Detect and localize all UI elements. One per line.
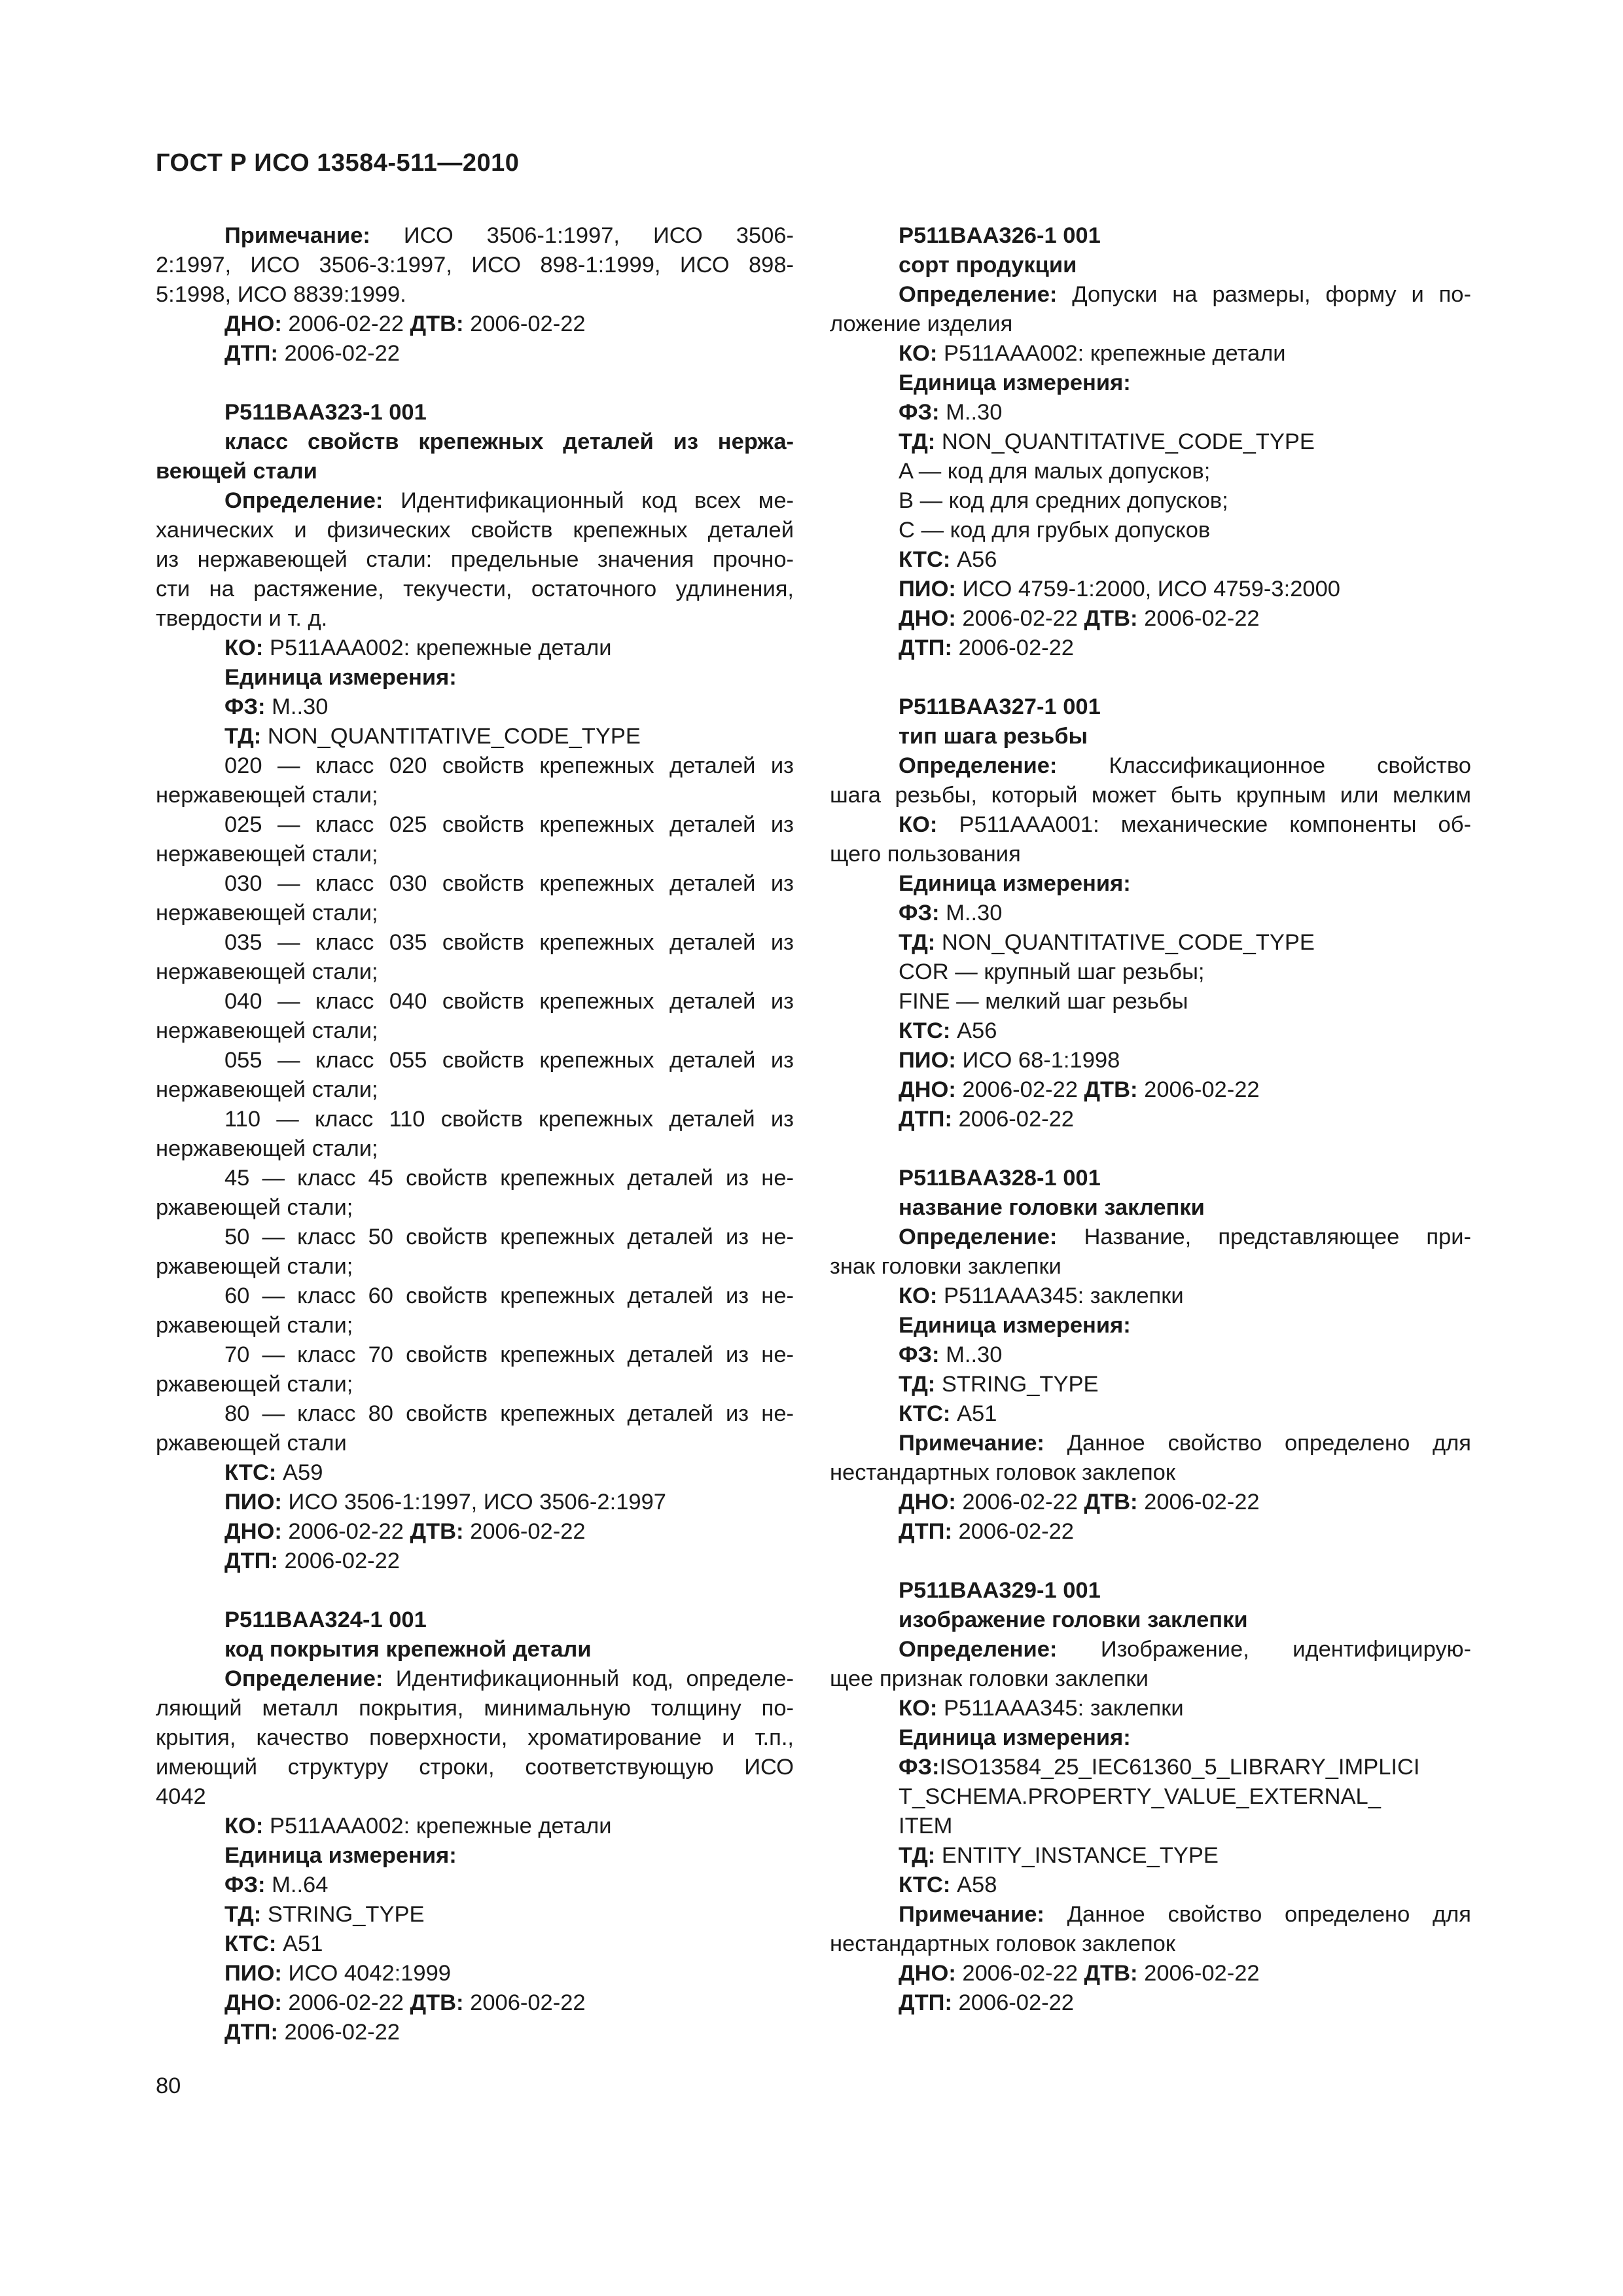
field-label: КТС: (899, 547, 951, 572)
field-label: КО: (899, 1696, 938, 1721)
field-value: ИСО 3506-1:1997, ИСО 3506-2:1997 (281, 1490, 666, 1515)
field-label: ДНО: (899, 606, 956, 631)
field-value: NON_QUANTITATIVE_CODE_TYPE (261, 724, 641, 749)
field-line (156, 1959, 794, 1988)
text-line: имеющий структуру строки, соответствующую ИСО (156, 1755, 794, 1780)
field-value: Классификационное свойство (1057, 753, 1471, 778)
field-line (830, 545, 1471, 575)
entry-heading-line: веющей стали (156, 459, 317, 484)
text-line: нержавеющей стали; (156, 960, 378, 984)
entry-heading-line: название головки заклепки (899, 1195, 1205, 1220)
field-value: NON_QUANTITATIVE_CODE_TYPE (935, 429, 1315, 454)
text-line: 70 — класс 70 свойств крепежных деталей из не- (224, 1342, 794, 1367)
field-value: A56 (950, 1018, 997, 1043)
field-line (830, 1694, 1471, 1723)
field-line (830, 1429, 1471, 1458)
text-line: нержавеющей стали; (156, 1018, 378, 1043)
field-label: ДТВ: (1084, 1961, 1138, 1986)
entry-heading-line: P511BAA328-1 001 (899, 1166, 1101, 1191)
text-line: шага резьбы, который может быть крупным или мелким (830, 783, 1471, 808)
field-label: ДТП: (899, 636, 952, 660)
field-value: P511AAA002: крепежные детали (263, 1814, 612, 1839)
entry-heading-line: P511BAA326-1 001 (899, 223, 1101, 248)
field-line (830, 1635, 1471, 1664)
text-line: нержавеющей стали; (156, 783, 378, 808)
field-value: Идентификационный код, определе- (383, 1666, 794, 1691)
entry-heading-line: Единица измерения: (899, 1313, 1131, 1338)
field-label: ДТВ: (410, 1519, 464, 1544)
field-label: ТД: (899, 930, 936, 955)
field-line (156, 1871, 794, 1900)
text-line: 040 — класс 040 свойств крепежных деталей из (224, 989, 794, 1014)
field-label: Определение: (899, 1225, 1058, 1249)
field-value: 2006-02-22 (277, 341, 400, 366)
field-label: ДНО: (899, 1961, 956, 1986)
field-value: STRING_TYPE (935, 1372, 1099, 1397)
field-line (156, 2018, 794, 2047)
field-value: 2006-02-22 (955, 1077, 1084, 1102)
text-line: ржавеющей стали; (156, 1254, 353, 1279)
field-value: 2006-02-22 (955, 1961, 1084, 1986)
field-label: ДНО: (224, 1519, 282, 1544)
field-value: 2006-02-22 (277, 2020, 400, 2045)
field-value: Данное свойство определено для (1044, 1431, 1471, 1456)
field-label: ДТП: (224, 2020, 278, 2045)
field-line (830, 339, 1471, 368)
field-line (156, 1900, 794, 1929)
field-value: 2006-02-22 (281, 1519, 410, 1544)
field-value: A59 (276, 1460, 323, 1485)
text-line: ржавеющей стали; (156, 1372, 353, 1397)
text-line: 4042 (156, 1784, 206, 1809)
right-column (830, 221, 1471, 2018)
field-value: P511AAA002: крепежные детали (263, 636, 612, 660)
text-line: ITEM (899, 1814, 953, 1839)
text-line: ржавеющей стали; (156, 1313, 353, 1338)
text-line: 2:1997, ИСО 3506-3:1997, ИСО 898-1:1999, ИСО 898- (156, 253, 794, 278)
field-value: M..30 (265, 694, 329, 719)
field-label: ПИО: (224, 1961, 282, 1986)
text-line: 035 — класс 035 свойств крепежных деталей из (224, 930, 794, 955)
text-line: нестандартных головок заклепок (830, 1931, 1175, 1956)
field-value: ISO13584_25_IEC61360_5_LIBRARY_IMPLICI (939, 1755, 1420, 1780)
field-line (830, 810, 1471, 840)
text-line: COR — крупный шаг резьбы; (899, 960, 1205, 984)
field-line (830, 1900, 1471, 1929)
field-value: 2006-02-22 (463, 1990, 586, 2015)
entry-spacer (156, 1576, 794, 1605)
field-value: ИСО 4042:1999 (281, 1961, 451, 1986)
field-value: 2006-02-22 (281, 312, 410, 336)
entry-heading-line: P511BAA323-1 001 (224, 400, 427, 425)
text-line: 055 — класс 055 свойств крепежных деталей из (224, 1048, 794, 1073)
field-value: 2006-02-22 (952, 1990, 1074, 2015)
text-line: нестандартных головок заклепок (830, 1460, 1175, 1485)
field-label: ДТП: (224, 1549, 278, 1573)
entry-spacer (156, 368, 794, 398)
entry-heading-line: Единица измерения: (224, 665, 457, 690)
field-line (830, 1370, 1471, 1399)
field-line (830, 1399, 1471, 1429)
dates-line (156, 1517, 794, 1547)
text-line: нержавеющей стали; (156, 901, 378, 925)
field-label: ФЗ: (224, 1873, 266, 1897)
text-line: ханических и физических свойств крепежных деталей (156, 518, 794, 543)
field-line (156, 1929, 794, 1959)
field-value: ENTITY_INSTANCE_TYPE (935, 1843, 1219, 1868)
entry-heading-line: сорт продукции (899, 253, 1077, 278)
field-line (830, 751, 1471, 781)
field-value: STRING_TYPE (261, 1902, 425, 1927)
entry-heading-line: P511BAA324-1 001 (224, 1607, 427, 1632)
field-label: ТД: (224, 1902, 262, 1927)
page-number: 80 (156, 2073, 181, 2098)
text-line: ржавеющей стали; (156, 1195, 353, 1220)
field-line (156, 722, 794, 751)
field-label: Определение: (899, 1637, 1058, 1662)
text-line: T_SCHEMA.PROPERTY_VALUE_EXTERNAL_ (899, 1784, 1381, 1809)
field-label: КТС: (224, 1460, 277, 1485)
text-line: A — код для малых допусков; (899, 459, 1211, 484)
field-value: A58 (950, 1873, 997, 1897)
field-value: Допуски на размеры, форму и по- (1057, 282, 1471, 307)
field-label: ФЗ: (899, 1755, 940, 1780)
field-line (156, 1812, 794, 1841)
entry-heading-line: тип шага резьбы (899, 724, 1088, 749)
field-line (156, 221, 794, 251)
text-line: знак головки заклепки (830, 1254, 1061, 1279)
field-label: ДТП: (899, 1519, 952, 1544)
field-label: ДТВ: (1084, 1077, 1138, 1102)
field-label: ДНО: (899, 1490, 956, 1515)
field-value: P511AAA001: механические компоненты об- (937, 812, 1471, 837)
dates-line (830, 1488, 1471, 1517)
field-line (830, 1517, 1471, 1547)
field-label: ПИО: (224, 1490, 282, 1515)
field-value: 2006-02-22 (281, 1990, 410, 2015)
field-value: M..30 (939, 1342, 1003, 1367)
field-label: ФЗ: (224, 694, 266, 719)
field-label: ДНО: (224, 312, 282, 336)
entry-spacer (830, 1134, 1471, 1164)
entry-heading-line: P511BAA329-1 001 (899, 1578, 1101, 1603)
field-value: M..30 (939, 901, 1003, 925)
field-value: 2006-02-22 (1137, 1490, 1260, 1515)
field-value: 2006-02-22 (952, 1519, 1074, 1544)
field-line (830, 398, 1471, 427)
entry-heading-line: Единица измерения: (899, 370, 1131, 395)
field-label: КТС: (899, 1873, 951, 1897)
text-line: щего пользования (830, 842, 1021, 867)
field-value: P511AAA002: крепежные детали (937, 341, 1286, 366)
field-value: ИСО 4759-1:2000, ИСО 4759-3:2000 (955, 577, 1340, 601)
field-line (156, 339, 794, 368)
field-label: ФЗ: (899, 1342, 940, 1367)
text-line: 020 — класс 020 свойств крепежных деталей из (224, 753, 794, 778)
text-line: ложение изделия (830, 312, 1013, 336)
entry-heading-line: код покрытия крепежной детали (224, 1637, 592, 1662)
field-line (156, 1664, 794, 1694)
field-line (156, 634, 794, 663)
field-label: КТС: (899, 1401, 951, 1426)
field-label: Примечание: (899, 1431, 1044, 1456)
field-line (830, 1016, 1471, 1046)
field-label: ДТВ: (410, 1990, 464, 2015)
field-label: ФЗ: (899, 901, 940, 925)
field-label: ПИО: (899, 577, 956, 601)
field-label: КО: (899, 341, 938, 366)
field-label: ТД: (224, 724, 262, 749)
field-label: ТД: (899, 429, 936, 454)
left-column (156, 221, 794, 2047)
field-value: 2006-02-22 (1137, 1077, 1260, 1102)
field-value: 2006-02-22 (952, 636, 1074, 660)
field-value: M..64 (265, 1873, 329, 1897)
field-label: ПИО: (899, 1048, 956, 1073)
text-line: щее признак головки заклепки (830, 1666, 1149, 1691)
dates-line (156, 310, 794, 339)
entry-heading-line: Единица измерения: (899, 1725, 1131, 1750)
text-line: B — код для средних допусков; (899, 488, 1228, 513)
field-line (830, 1753, 1471, 1782)
field-label: КО: (224, 636, 264, 660)
field-value: Идентификационный код всех ме- (383, 488, 794, 513)
field-value: P511AAA345: заклепки (937, 1696, 1184, 1721)
text-line: сти на растяжение, текучести, остаточного удлинения, (156, 577, 794, 601)
field-line (830, 1046, 1471, 1075)
dates-line (830, 604, 1471, 634)
field-value: ИСО 3506-1:1997, ИСО 3506- (370, 223, 794, 248)
entry-heading-line: класс свойств крепежных деталей из нержа- (224, 429, 794, 454)
field-line (830, 928, 1471, 958)
text-line: ляющий металл покрытия, минимальную толщину по- (156, 1696, 794, 1721)
field-label: ДНО: (224, 1990, 282, 2015)
field-value: 2006-02-22 (1137, 606, 1260, 631)
field-label: Определение: (899, 282, 1058, 307)
text-line: твердости и т. д. (156, 606, 328, 631)
field-label: ДНО: (899, 1077, 956, 1102)
field-label: ДТП: (899, 1990, 952, 2015)
field-label: КО: (224, 1814, 264, 1839)
field-label: КО: (899, 1283, 938, 1308)
field-line (830, 1871, 1471, 1900)
field-line (830, 1105, 1471, 1134)
field-value: ИСО 68-1:1998 (955, 1048, 1120, 1073)
field-label: ТД: (899, 1843, 936, 1868)
field-label: ДТВ: (410, 312, 464, 336)
field-value: 2006-02-22 (955, 1490, 1084, 1515)
entry-spacer (830, 663, 1471, 692)
field-value: 2006-02-22 (463, 312, 586, 336)
field-value: NON_QUANTITATIVE_CODE_TYPE (935, 930, 1315, 955)
field-line (830, 899, 1471, 928)
field-line (830, 575, 1471, 604)
field-line (830, 1988, 1471, 2018)
text-line: C — код для грубых допусков (899, 518, 1211, 543)
field-line (830, 1340, 1471, 1370)
field-value: P511AAA345: заклепки (937, 1283, 1184, 1308)
text-line: 80 — класс 80 свойств крепежных деталей из не- (224, 1401, 794, 1426)
field-line (156, 1458, 794, 1488)
text-line: 030 — класс 030 свойств крепежных деталей из (224, 871, 794, 896)
field-line (830, 1841, 1471, 1871)
field-line (156, 692, 794, 722)
field-label: Примечание: (224, 223, 370, 248)
text-line: нержавеющей стали; (156, 1077, 378, 1102)
field-label: КТС: (899, 1018, 951, 1043)
text-line: 50 — класс 50 свойств крепежных деталей из не- (224, 1225, 794, 1249)
field-value: 2006-02-22 (955, 606, 1084, 631)
field-label: Определение: (899, 753, 1058, 778)
field-label: КТС: (224, 1931, 277, 1956)
field-line (156, 1488, 794, 1517)
entry-heading-line: изображение головки заклепки (899, 1607, 1248, 1632)
field-value: A51 (950, 1401, 997, 1426)
entry-heading-line: P511BAA327-1 001 (899, 694, 1101, 719)
field-value: A56 (950, 547, 997, 572)
text-line: крытия, качество поверхности, хроматирование и т.п., (156, 1725, 794, 1750)
field-line (830, 427, 1471, 457)
text-line: 45 — класс 45 свойств крепежных деталей из не- (224, 1166, 794, 1191)
text-line: из нержавеющей стали: предельные значения прочно- (156, 547, 794, 572)
field-value: 2006-02-22 (1137, 1961, 1260, 1986)
text-line: 5:1998, ИСО 8839:1999. (156, 282, 406, 307)
document-header: ГОСТ Р ИСО 13584-511—2010 (156, 149, 520, 177)
text-line: ржавеющей стали (156, 1431, 347, 1456)
field-label: ДТВ: (1084, 1490, 1138, 1515)
entry-heading-line: Единица измерения: (224, 1843, 457, 1868)
field-label: КО: (899, 812, 938, 837)
text-line: 60 — класс 60 свойств крепежных деталей из не- (224, 1283, 794, 1308)
entry-spacer (830, 1547, 1471, 1576)
field-value: Данное свойство определено для (1044, 1902, 1471, 1927)
field-value: Изображение, идентифицирую- (1057, 1637, 1471, 1662)
dates-line (830, 1959, 1471, 1988)
dates-line (156, 1988, 794, 2018)
text-line: 025 — класс 025 свойств крепежных деталей из (224, 812, 794, 837)
field-value: 2006-02-22 (952, 1107, 1074, 1132)
field-value: A51 (276, 1931, 323, 1956)
text-line: нержавеющей стали; (156, 1136, 378, 1161)
field-label: ФЗ: (899, 400, 940, 425)
text-line: нержавеющей стали; (156, 842, 378, 867)
field-label: ДТП: (899, 1107, 952, 1132)
field-label: ДТП: (224, 341, 278, 366)
field-label: ТД: (899, 1372, 936, 1397)
field-line (830, 1282, 1471, 1311)
field-line (830, 280, 1471, 310)
text-line: 110 — класс 110 свойств крепежных деталей из (224, 1107, 794, 1132)
field-label: ДТВ: (1084, 606, 1138, 631)
field-value: 2006-02-22 (277, 1549, 400, 1573)
entry-heading-line: Единица измерения: (899, 871, 1131, 896)
field-value: 2006-02-22 (463, 1519, 586, 1544)
field-line (156, 1547, 794, 1576)
field-value: Название, представляющее при- (1057, 1225, 1471, 1249)
field-value: M..30 (939, 400, 1003, 425)
text-line: FINE — мелкий шаг резьбы (899, 989, 1188, 1014)
field-label: Примечание: (899, 1902, 1044, 1927)
field-line (830, 634, 1471, 663)
field-label: Определение: (224, 1666, 383, 1691)
field-line (830, 1223, 1471, 1252)
dates-line (830, 1075, 1471, 1105)
field-label: Определение: (224, 488, 383, 513)
field-line (156, 486, 794, 516)
